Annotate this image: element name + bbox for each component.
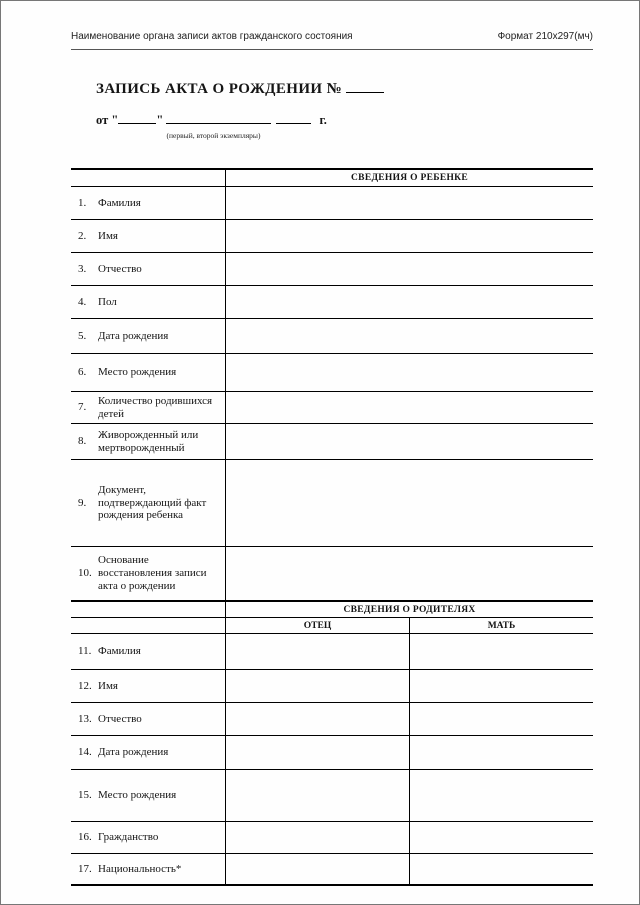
- form-row: [71, 253, 593, 286]
- row-label: Фамилия: [98, 645, 141, 658]
- row-label-cell: [71, 319, 226, 353]
- form-row: [71, 634, 593, 670]
- row-label-cell: [71, 703, 226, 735]
- act-number-blank: [346, 83, 384, 93]
- document-header: [71, 31, 593, 50]
- date-month-blank: [166, 113, 271, 124]
- form-row: [71, 460, 593, 547]
- row-number: 15.: [78, 789, 92, 802]
- copies-caption: (первый, второй экземпляры): [166, 131, 261, 140]
- date-prefix: от: [96, 113, 109, 127]
- date-year-blank: [276, 113, 311, 124]
- mother-column-header: МАТЬ: [487, 620, 516, 631]
- row-number: 8.: [78, 435, 87, 448]
- birth-record-table: [71, 168, 593, 886]
- row-label-cell: [71, 424, 226, 459]
- father-value-cell: [226, 670, 410, 702]
- value-cell: [226, 187, 593, 219]
- value-cell: [226, 354, 593, 391]
- child-section-header: СВЕДЕНИЯ О РЕБЕНКЕ: [351, 173, 468, 183]
- row-label-cell: [71, 634, 226, 669]
- row-label-cell: [71, 854, 226, 884]
- mother-value-cell: [410, 703, 593, 735]
- row-number: 13.: [78, 712, 92, 725]
- row-number: 14.: [78, 746, 92, 759]
- form-row: [71, 736, 593, 770]
- form-row: [71, 424, 593, 460]
- mother-value-cell: [410, 822, 593, 853]
- value-cell: [226, 392, 593, 423]
- row-number: 6.: [78, 366, 87, 379]
- row-label-cell: [71, 187, 226, 219]
- org-name-caption: Наименование органа записи актов гражданского состояния: [71, 31, 353, 42]
- empty-corner-cell: [71, 618, 226, 633]
- row-number: 2.: [78, 229, 87, 242]
- row-label-cell: [71, 392, 226, 423]
- row-label-cell: [71, 822, 226, 853]
- form-row: [71, 670, 593, 703]
- form-row: [71, 770, 593, 822]
- value-cell: [226, 319, 593, 353]
- row-number: 12.: [78, 679, 92, 692]
- row-label-cell: [71, 670, 226, 702]
- row-label: Место рождения: [98, 789, 177, 802]
- document-title: [96, 81, 384, 98]
- form-row: [71, 703, 593, 736]
- date-suffix: г.: [319, 113, 327, 127]
- row-label: Имя: [98, 229, 118, 242]
- row-label-cell: [71, 547, 226, 600]
- row-label-cell: [71, 354, 226, 391]
- close-quote: ": [156, 113, 164, 127]
- title-text: ЗАПИСЬ АКТА О РОЖДЕНИИ №: [96, 81, 343, 97]
- row-label: Дата рождения: [98, 746, 169, 759]
- row-number: 1.: [78, 196, 87, 209]
- open-quote: ": [111, 113, 119, 127]
- row-number: 9.: [78, 496, 87, 509]
- row-label: Основание восстановления записи акта о рождении: [98, 554, 207, 592]
- form-row: [71, 319, 593, 354]
- value-cell: [226, 286, 593, 318]
- parents-section-header-row: [71, 602, 593, 618]
- mother-value-cell: [410, 634, 593, 669]
- date-day-blank: [118, 113, 156, 124]
- father-value-cell: [226, 634, 410, 669]
- format-note: Формат 210х297(мч): [497, 31, 593, 42]
- form-row: [71, 286, 593, 319]
- row-number: 3.: [78, 262, 87, 275]
- row-label: Дата рождения: [98, 329, 169, 342]
- mother-value-cell: [410, 854, 593, 884]
- value-cell: [226, 253, 593, 285]
- father-column-header: ОТЕЦ: [226, 618, 410, 633]
- value-cell: [226, 424, 593, 459]
- mother-value-cell: [410, 736, 593, 769]
- row-number: 5.: [78, 329, 87, 342]
- row-label-cell: [71, 736, 226, 769]
- form-row: [71, 547, 593, 602]
- row-label-cell: [71, 220, 226, 252]
- row-label: Документ, подтверждающий факт рождения ребенка: [98, 483, 207, 522]
- child-section-header-row: [71, 170, 593, 187]
- form-row: [71, 220, 593, 253]
- father-value-cell: [226, 854, 410, 884]
- row-label: Место рождения: [98, 366, 177, 379]
- row-label: Национальность*: [98, 862, 182, 875]
- row-label: Пол: [98, 295, 117, 308]
- father-value-cell: [226, 703, 410, 735]
- row-label: Количество родившихся детей: [98, 394, 213, 420]
- row-label: Имя: [98, 679, 118, 692]
- value-cell: [226, 460, 593, 546]
- mother-value-cell: [410, 670, 593, 702]
- row-label-cell: [71, 460, 226, 546]
- row-label: Гражданство: [98, 831, 159, 844]
- form-row: [71, 854, 593, 886]
- row-number: 16.: [78, 831, 92, 844]
- father-value-cell: [226, 822, 410, 853]
- row-number: 17.: [78, 862, 92, 875]
- row-label-cell: [71, 770, 226, 821]
- empty-corner-cell: [71, 170, 226, 186]
- form-row: [71, 354, 593, 392]
- row-number: 10.: [78, 567, 92, 580]
- row-label: Фамилия: [98, 196, 141, 209]
- mother-value-cell: [410, 770, 593, 821]
- row-number: 7.: [78, 401, 87, 414]
- parents-subheader-row: [71, 618, 593, 634]
- row-number: 11.: [78, 645, 92, 658]
- value-cell: [226, 547, 593, 600]
- father-value-cell: [226, 770, 410, 821]
- form-row: [71, 187, 593, 220]
- row-label: Живорожденный или мертворожденный: [98, 428, 199, 454]
- row-label-cell: [71, 286, 226, 318]
- form-row: [71, 822, 593, 854]
- parents-section-header: СВЕДЕНИЯ О РОДИТЕЛЯХ: [343, 604, 476, 615]
- value-cell: [226, 220, 593, 252]
- row-number: 4.: [78, 295, 87, 308]
- empty-corner-cell: [71, 602, 226, 617]
- row-label-cell: [71, 253, 226, 285]
- row-label: Отчество: [98, 712, 142, 725]
- date-line: [96, 113, 327, 128]
- form-row: [71, 392, 593, 424]
- row-label: Отчество: [98, 262, 142, 275]
- father-value-cell: [226, 736, 410, 769]
